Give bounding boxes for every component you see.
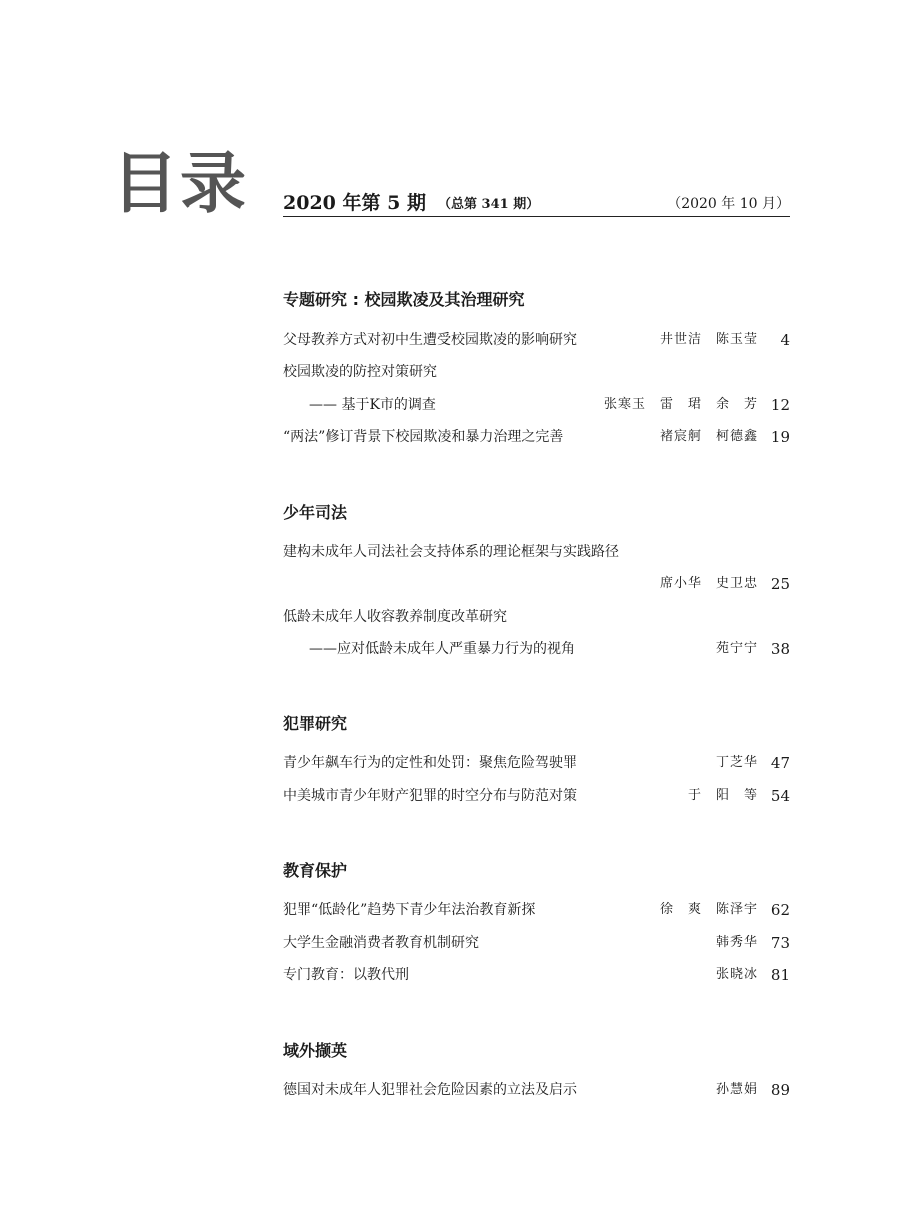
toc-entry[interactable] [283,1079,790,1101]
entry-page-number: 89 [770,1081,790,1099]
toc-entry[interactable] [283,932,790,954]
entry-title: 专门教育：以教代刑 [283,967,409,983]
toc-entry[interactable] [283,541,790,563]
entry-subtitle: ——应对低龄未成年人严重暴力行为的视角 [309,641,575,657]
entry-title: 低龄未成年人收容教养制度改革研究 [283,609,507,625]
toc-entry[interactable] [283,638,790,660]
entry-authors: 孙慧娟 [715,1082,758,1097]
toc-entry[interactable] [283,573,790,595]
entry-authors: 丁芝华 [715,755,758,770]
entry-page-number: 19 [770,428,790,446]
entry-authors: 徐 爽 陈泽宇 [659,902,758,917]
section-heading: 犯罪研究 [283,714,348,733]
entry-page-number: 25 [770,575,790,593]
entry-authors: 席小华 史卫忠 [659,576,758,591]
entry-title: 大学生金融消费者教育机制研究 [283,935,479,951]
section-heading: 少年司法 [283,503,348,522]
entry-page-number: 73 [770,934,790,952]
entry-title: “两法”修订背景下校园欺凌和暴力治理之完善 [283,429,564,445]
entry-page-number: 4 [780,331,790,349]
entry-page-number: 38 [770,640,790,658]
entry-authors: 井世洁 陈玉莹 [659,332,758,347]
entry-subtitle: —— 基于K市的调查 [309,397,436,413]
toc-entry[interactable] [283,964,790,986]
issue-header [283,186,790,217]
issue-date: （2020 年 10 月） [667,196,790,212]
section-heading: 域外撷英 [283,1041,348,1060]
entry-authors: 张寒玉 雷 珺 余 芳 [603,397,758,412]
toc-entry[interactable] [283,899,790,921]
section-heading: 专题研究 : 校园欺凌及其治理研究 [283,290,525,309]
toc-entry[interactable] [283,785,790,807]
toc-entry[interactable] [283,329,790,351]
entry-authors: 张晓冰 [715,967,758,982]
entry-title: 德国对未成年人犯罪社会危险因素的立法及启示 [283,1082,577,1098]
entry-authors: 韩秀华 [715,935,758,950]
entry-authors: 苑宁宁 [715,641,758,656]
entry-title: 校园欺凌的防控对策研究 [283,364,437,380]
toc-entry[interactable] [283,394,790,416]
entry-title: 青少年飙车行为的定性和处罚：聚焦危险驾驶罪 [283,755,577,771]
entry-page-number: 62 [770,901,790,919]
entry-authors: 褚宸舸 柯德鑫 [659,429,758,444]
entry-page-number: 81 [770,966,790,984]
entry-title: 中美城市青少年财产犯罪的时空分布与防范对策 [283,788,577,804]
section-heading: 教育保护 [283,861,348,880]
entry-title: 父母教养方式对初中生遭受校园欺凌的影响研究 [283,332,577,348]
entry-title: 犯罪“低龄化”趋势下青少年法治教育新探 [283,902,536,918]
toc-title: 目录 [112,144,248,222]
issue-number: 2020 年第 5 期 [283,192,426,214]
entry-page-number: 54 [770,787,790,805]
entry-title: 建构未成年人司法社会支持体系的理论框架与实践路径 [283,544,619,560]
toc-entry[interactable] [283,606,790,628]
entry-page-number: 47 [770,754,790,772]
toc-entry[interactable] [283,426,790,448]
entry-page-number: 12 [770,396,790,414]
toc-entry[interactable] [283,752,790,774]
entry-authors: 于 阳 等 [687,788,758,803]
total-issue-number: （总第 341 期） [438,197,540,212]
toc-entry[interactable] [283,361,790,383]
